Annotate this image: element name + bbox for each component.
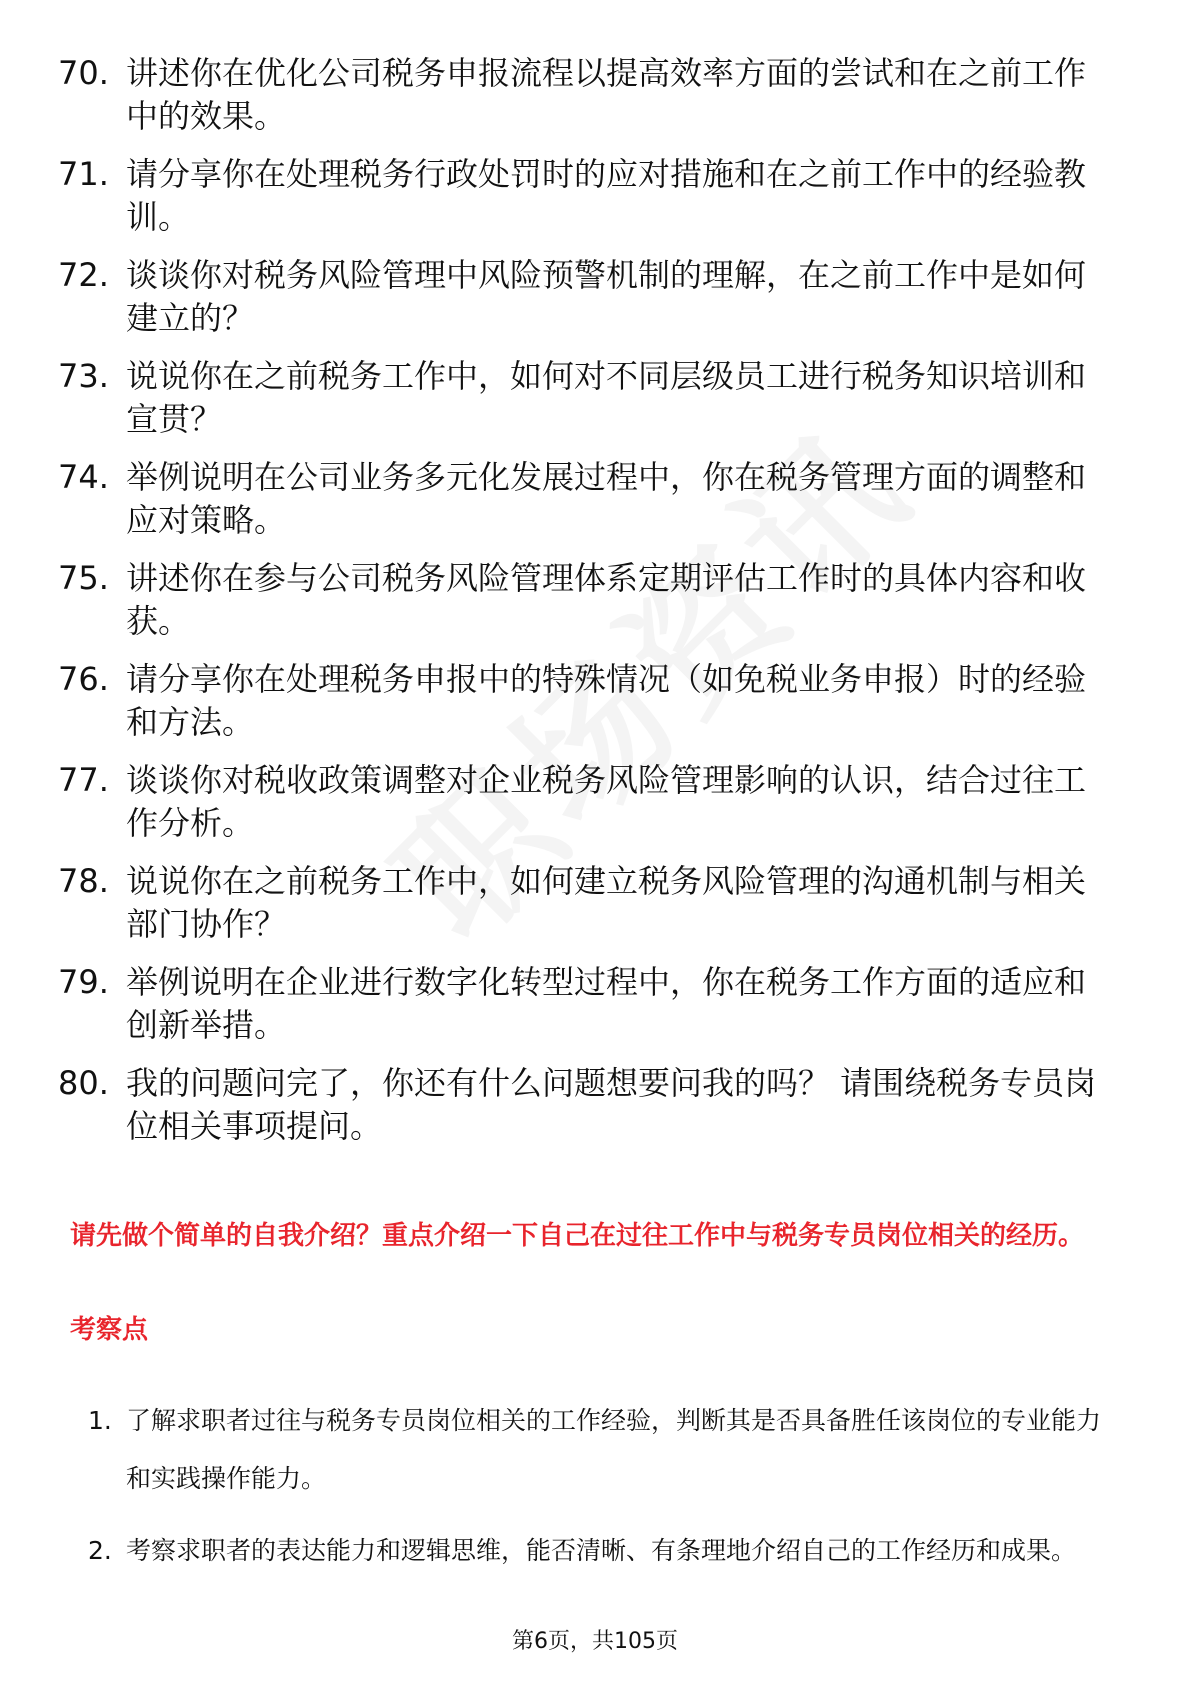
question-item (0, 759, 1190, 845)
question-number: 72. (58, 256, 109, 294)
question-item (0, 355, 1190, 441)
question-number: 78. (58, 862, 109, 900)
point-text: 了解求职者过往与税务专员岗位相关的工作经验，判断其是否具备胜任该岗位的专业能力和实践操作能力。 (126, 1406, 1102, 1493)
question-number: 74. (58, 458, 109, 496)
point-number: 2. (88, 1536, 112, 1565)
question-text: 说说你在之前税务工作中，如何建立税务风险管理的沟通机制与相关部门协作？ (126, 862, 1087, 943)
point-list (0, 1392, 1190, 1594)
question-item (0, 860, 1190, 946)
question-number: 73. (58, 357, 109, 395)
question-item (0, 1062, 1190, 1148)
question-text: 讲述你在参与公司税务风险管理体系定期评估工作时的具体内容和收获。 (126, 559, 1087, 640)
question-number: 70. (58, 54, 109, 92)
question-item (0, 557, 1190, 643)
point-number: 1. (88, 1406, 112, 1435)
question-list (0, 52, 1190, 1163)
question-text: 我的问题问完了，你还有什么问题想要问我的吗？ 请围绕税务专员岗位相关事项提问。 (126, 1064, 1097, 1145)
question-number: 80. (58, 1064, 109, 1102)
page-footer: 第6页，共105页 (512, 1629, 678, 1654)
question-item (0, 456, 1190, 542)
question-number: 75. (58, 559, 109, 597)
point-item (0, 1522, 1190, 1580)
question-number: 77. (58, 761, 109, 799)
section-subtitle: 考察点 (70, 1315, 149, 1345)
question-text: 请分享你在处理税务申报中的特殊情况（如免税业务申报）时的经验和方法。 (126, 660, 1087, 741)
question-item (0, 254, 1190, 340)
question-item (0, 52, 1190, 138)
question-text: 谈谈你对税务风险管理中风险预警机制的理解，在之前工作中是如何建立的？ (126, 256, 1087, 337)
question-text: 谈谈你对税收政策调整对企业税务风险管理影响的认识，结合过往工作分析。 (126, 761, 1087, 842)
question-text: 讲述你在优化公司税务申报流程以提高效率方面的尝试和在之前工作中的效果。 (126, 54, 1087, 135)
question-text: 举例说明在公司业务多元化发展过程中，你在税务管理方面的调整和应对策略。 (126, 458, 1087, 539)
question-text: 说说你在之前税务工作中，如何对不同层级员工进行税务知识培训和宣贯？ (126, 357, 1087, 438)
question-number: 79. (58, 963, 109, 1001)
section-title: 请先做个简单的自我介绍？重点介绍一下自己在过往工作中与税务专员岗位相关的经历。 (70, 1221, 1085, 1251)
question-number: 71. (58, 155, 109, 193)
question-text: 举例说明在企业进行数字化转型过程中，你在税务工作方面的适应和创新举措。 (126, 963, 1087, 1044)
question-item (0, 153, 1190, 239)
question-number: 76. (58, 660, 109, 698)
point-text: 考察求职者的表达能力和逻辑思维，能否清晰、有条理地介绍自己的工作经历和成果。 (126, 1536, 1077, 1565)
question-text: 请分享你在处理税务行政处罚时的应对措施和在之前工作中的经验教训。 (126, 155, 1087, 236)
question-item (0, 961, 1190, 1047)
question-item (0, 658, 1190, 744)
point-item (0, 1392, 1190, 1508)
